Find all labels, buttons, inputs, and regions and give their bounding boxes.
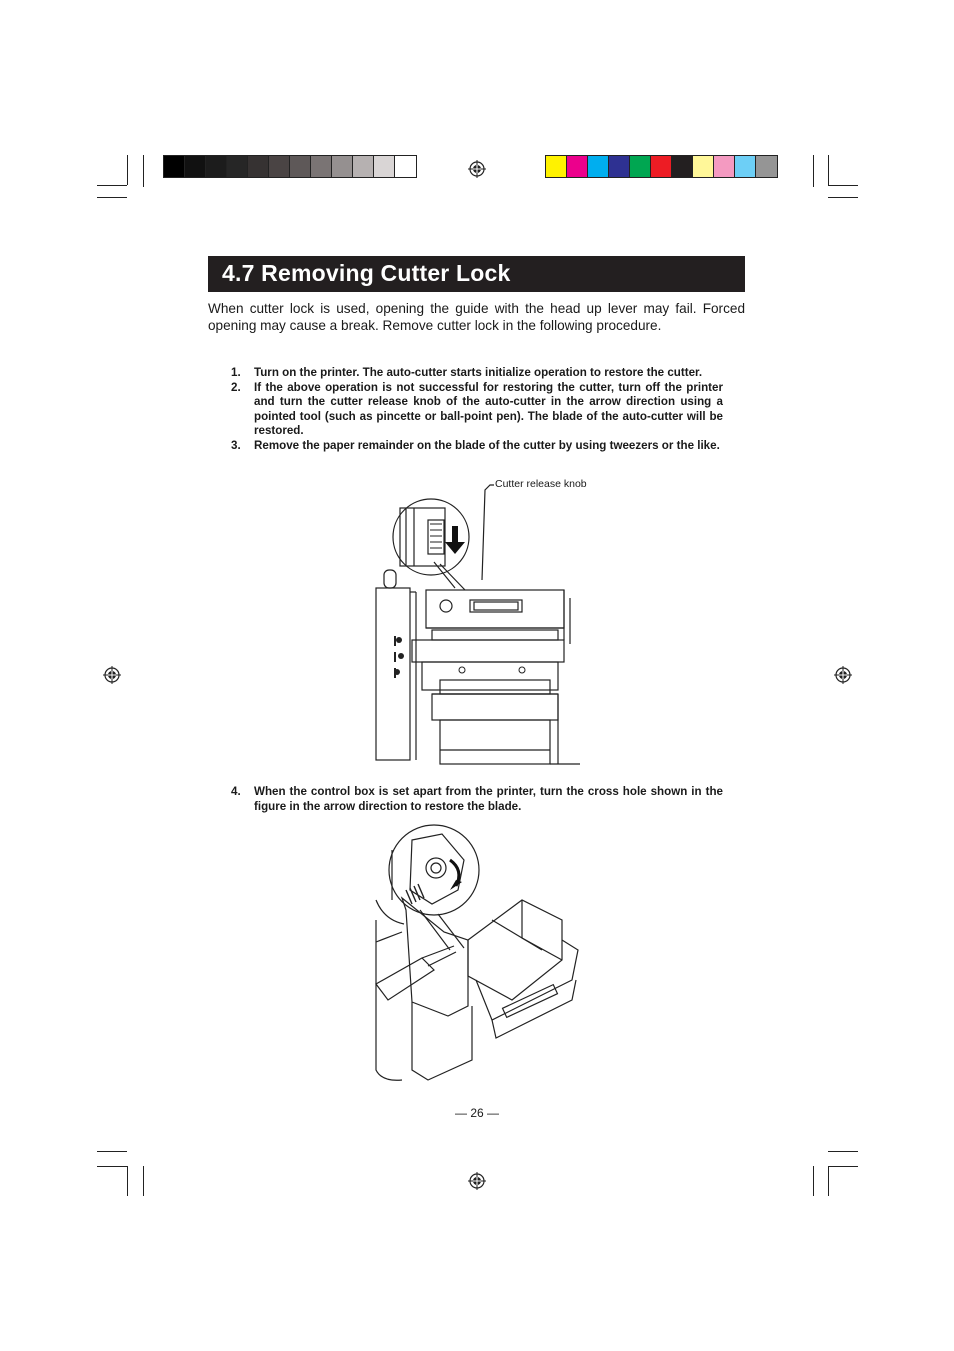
page-number: — 26 — bbox=[454, 1106, 499, 1120]
list-item: 2. If the above operation is not successful for restoring the cutter, turn off the printer and turn the cutter release knob of the auto-cutter in the arrow direction using a pointed tool (such as pincette or ball-point pen). The blade of the auto-cutter will be restored. bbox=[231, 380, 723, 438]
color-swatch bbox=[735, 156, 756, 177]
cutter-release-knob-illustration bbox=[370, 480, 610, 770]
section-title-bar bbox=[208, 256, 745, 292]
color-swatch bbox=[567, 156, 588, 177]
crop-mark bbox=[828, 1166, 858, 1167]
registration-mark-icon bbox=[834, 666, 852, 684]
list-item: 3. Remove the paper remainder on the blade of the cutter by using tweezers or the like. bbox=[231, 438, 720, 452]
crop-mark bbox=[97, 197, 127, 198]
list-item: 1. Turn on the printer. The auto-cutter starts initialize operation to restore the cutter. bbox=[231, 366, 703, 379]
registration-mark-icon bbox=[468, 160, 486, 178]
color-swatch bbox=[185, 156, 206, 177]
color-swatch bbox=[672, 156, 693, 177]
crop-mark bbox=[97, 1151, 127, 1152]
crop-mark bbox=[813, 1166, 814, 1196]
color-swatch bbox=[290, 156, 311, 177]
list-item: 4. When the control box is set apart from the printer, turn the cross hole shown in the figure in the arrow direction to restore the blade. bbox=[231, 785, 723, 813]
crop-mark bbox=[143, 1166, 144, 1196]
color-swatch bbox=[609, 156, 630, 177]
crop-mark bbox=[828, 185, 858, 186]
crop-mark bbox=[127, 1166, 128, 1196]
color-swatch bbox=[227, 156, 248, 177]
crop-mark bbox=[828, 1151, 858, 1152]
color-swatch bbox=[248, 156, 269, 177]
color-swatch bbox=[630, 156, 651, 177]
crop-mark bbox=[813, 155, 814, 187]
color-swatch bbox=[395, 156, 416, 177]
crop-mark bbox=[828, 197, 858, 198]
color-swatch bbox=[714, 156, 735, 177]
color-swatch bbox=[651, 156, 672, 177]
color-swatch bbox=[311, 156, 332, 177]
color-swatch bbox=[332, 156, 353, 177]
grayscale-color-bar bbox=[163, 155, 417, 178]
crop-mark bbox=[143, 155, 144, 187]
figure-caption: Cutter release knob bbox=[495, 478, 587, 490]
color-swatch bbox=[546, 156, 567, 177]
color-swatch bbox=[588, 156, 609, 177]
cross-hole-illustration bbox=[372, 820, 584, 1086]
intro-paragraph: When cutter lock is used, opening the guide with the head up lever may fail. Forced opening may cause a break. Remove cutter lock in the following procedure. bbox=[208, 301, 745, 333]
registration-mark-icon bbox=[468, 1172, 486, 1190]
color-swatch bbox=[164, 156, 185, 177]
procedure-steps bbox=[231, 785, 723, 814]
color-swatch bbox=[353, 156, 374, 177]
registration-mark-icon bbox=[103, 666, 121, 684]
crop-mark bbox=[828, 1166, 829, 1196]
crop-mark bbox=[127, 155, 128, 185]
color-swatch bbox=[756, 156, 777, 177]
process-color-bar bbox=[545, 155, 778, 178]
crop-mark bbox=[828, 155, 829, 185]
procedure-steps bbox=[231, 366, 723, 454]
crop-mark bbox=[97, 1166, 127, 1167]
color-swatch bbox=[693, 156, 714, 177]
section-title: 4.7 Removing Cutter Lock bbox=[222, 260, 511, 286]
color-swatch bbox=[374, 156, 395, 177]
color-swatch bbox=[269, 156, 290, 177]
crop-mark bbox=[97, 185, 127, 186]
color-swatch bbox=[206, 156, 227, 177]
